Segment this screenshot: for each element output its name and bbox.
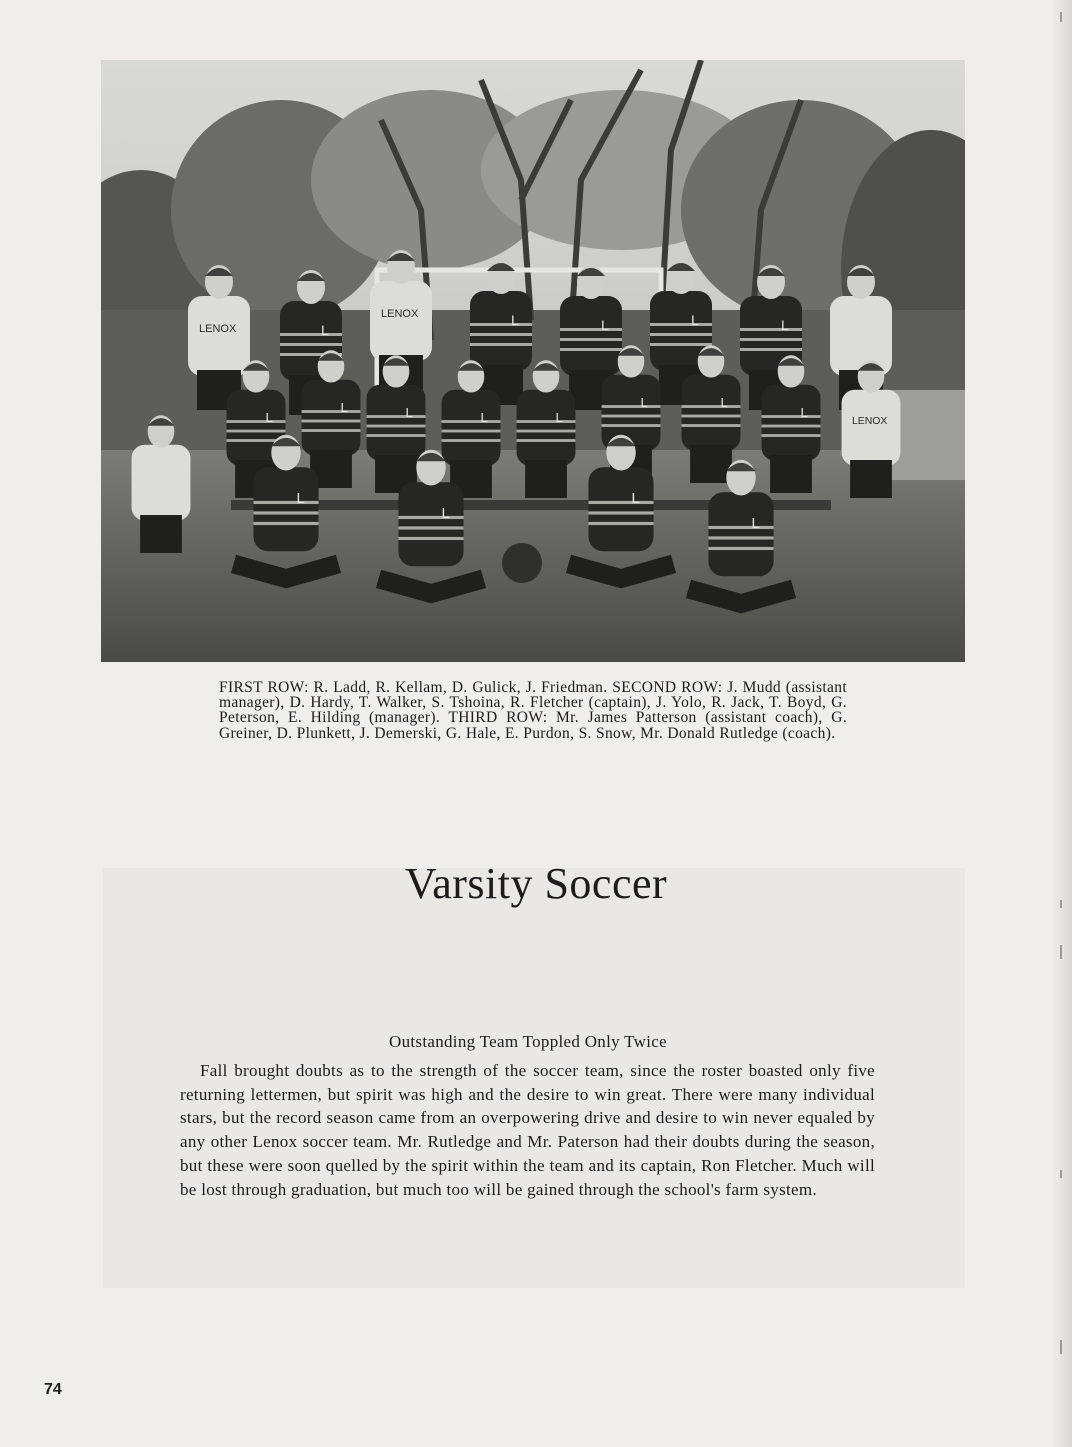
sweater-text: LENOX xyxy=(852,415,888,427)
edge-mark xyxy=(1060,12,1062,22)
page-number: 74 xyxy=(44,1381,62,1398)
page-edge xyxy=(1050,0,1072,1447)
sweater-text: LENOX xyxy=(199,323,237,335)
jersey-letter: L xyxy=(781,317,789,333)
jersey-letter: L xyxy=(296,491,305,507)
team-photo-graphic xyxy=(101,60,965,662)
jersey-letter: L xyxy=(691,312,699,328)
sweater-text: LENOX xyxy=(381,308,419,320)
team-photo xyxy=(101,60,965,662)
jersey-letter: L xyxy=(480,410,488,425)
jersey-letter: L xyxy=(265,410,273,425)
jersey-letter: L xyxy=(640,395,648,410)
jersey-letter: L xyxy=(340,400,348,415)
page-title: Varsity Soccer xyxy=(404,859,668,908)
edge-mark xyxy=(1060,1170,1062,1178)
jersey-letter: L xyxy=(601,317,609,333)
jersey-letter: L xyxy=(751,516,760,532)
jersey-letter: L xyxy=(441,506,450,522)
jersey-letter: L xyxy=(631,491,640,507)
jersey-letter: L xyxy=(321,322,329,338)
jersey-letter: L xyxy=(511,312,519,328)
jersey-letter: L xyxy=(555,410,563,425)
jersey-letter: L xyxy=(800,405,808,420)
jersey-letter: L xyxy=(405,405,413,420)
jersey-letter: L xyxy=(720,395,728,410)
article-body: Fall brought doubts as to the strength of the soccer team, since the roster boasted only five returning lettermen, but spirit was high and the desire to win great. There were many individual stars, but the record season came from an overpowering drive and desire to win never equaled by any other Lenox soccer team. Mr. Rutledge and Mr. Paterson had their doubts during the season, but these were soon quelled by the spirit within the team and its captain, Ron Fletcher. Much will be lost through graduation, but much too will be gained through the school's farm system. xyxy=(180,1061,875,1199)
soccer-ball xyxy=(502,543,542,583)
article-subtitle: Outstanding Team Toppled Only Twice xyxy=(389,1032,667,1051)
edge-mark xyxy=(1060,1340,1062,1354)
photo-caption: FIRST ROW: R. Ladd, R. Kellam, D. Gulick, J. Friedman. SECOND ROW: J. Mudd (assistant manager), D. Hardy, T. Walker, S. Tshoina, R. Fletcher (captain), J. Yolo, R. Jack, T. Boyd, G. Peterson, E. Hilding (manager). THIRD ROW: Mr. James Patterson (assistant coach), G. Greiner, D. Plunkett, J. Demerski, G. Hale, E. Purdon, S. Snow, Mr. Donald Rutledge (coach). xyxy=(219,679,847,742)
edge-mark xyxy=(1060,945,1062,959)
